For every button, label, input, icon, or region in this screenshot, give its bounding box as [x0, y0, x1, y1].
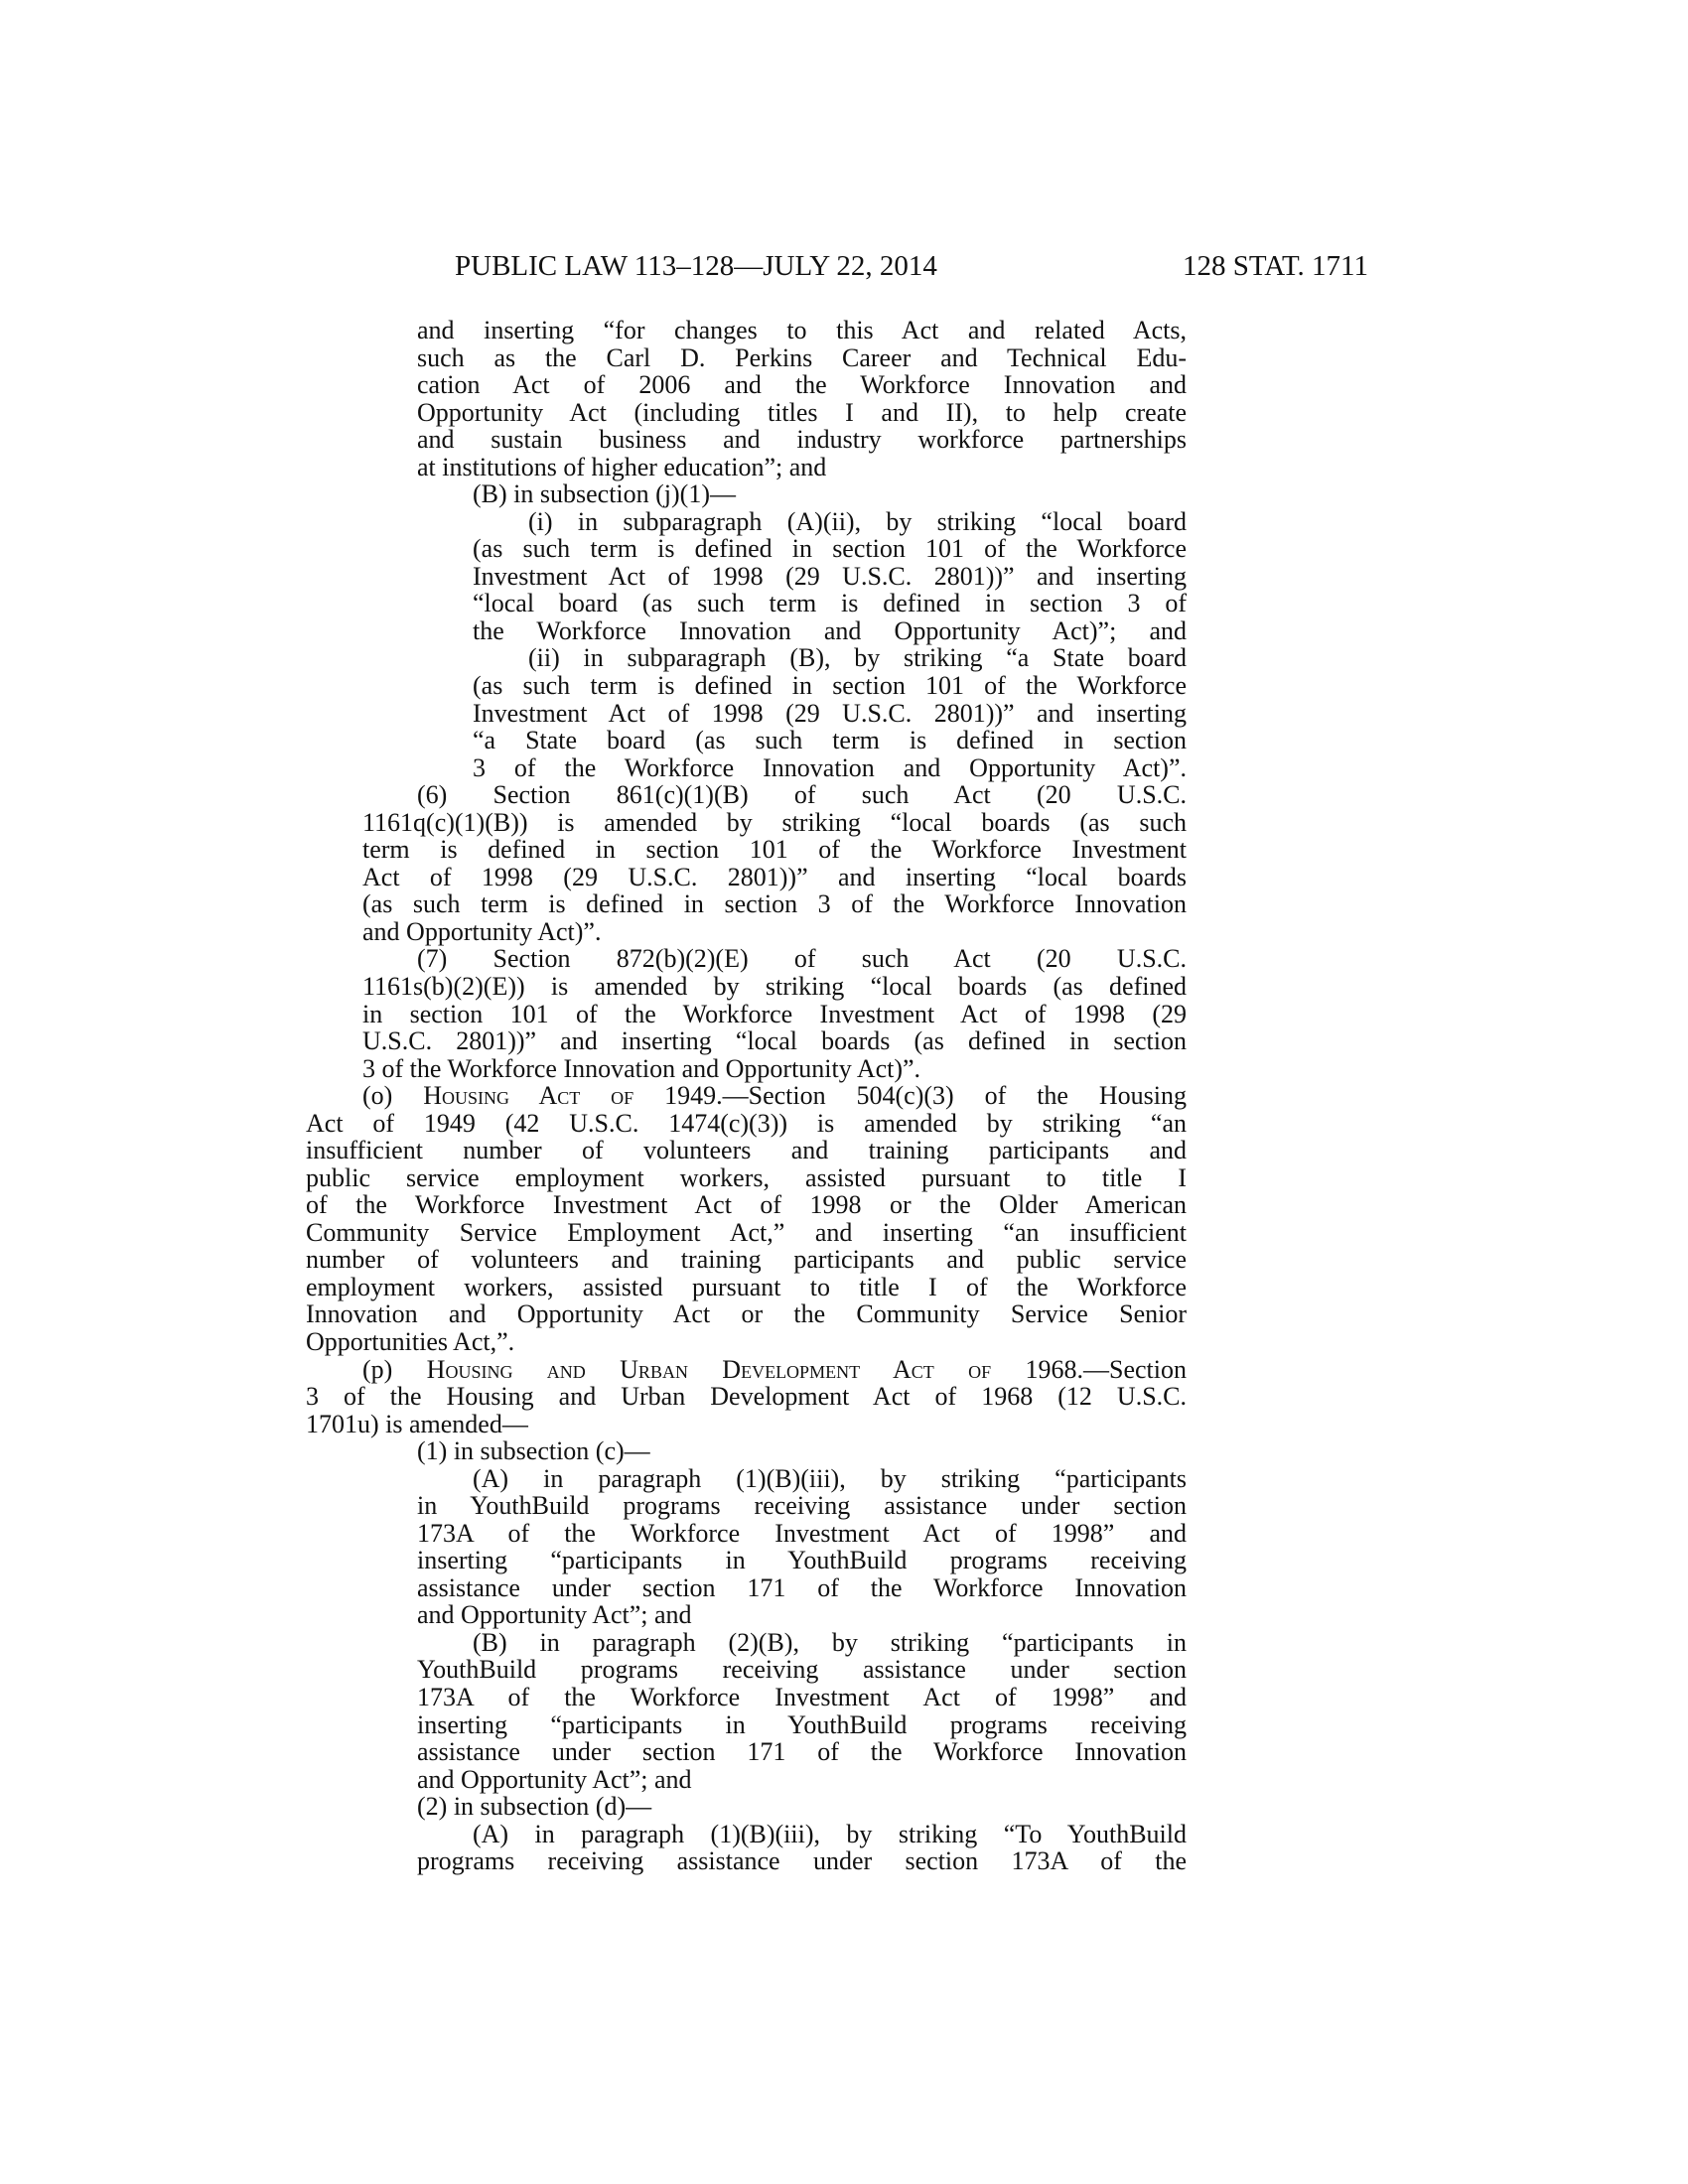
small-caps-heading: Housing Act of 1949.	[423, 1081, 723, 1111]
text-run: (A) in paragraph (1)(B)(iii), by striking “participants	[473, 1463, 1187, 1493]
text-run: (as such term is defined in section 101 of the Workforce	[473, 534, 1187, 564]
text-run: 173A of the Workforce Investment Act of 1998” and	[417, 1683, 1187, 1711]
text-run: (o)	[362, 1081, 424, 1111]
text-line	[417, 454, 1187, 481]
text-line	[417, 781, 1187, 809]
text-run: insufficient number of volunteers and training participants and	[306, 1136, 1187, 1165]
text-line	[473, 1629, 1187, 1657]
text-line	[306, 1300, 1187, 1328]
text-line	[362, 809, 1187, 837]
text-line	[306, 1219, 1187, 1247]
text-line	[362, 1027, 1187, 1055]
small-caps-heading: Housing and Urban Development Act of 1968.	[426, 1354, 1083, 1384]
text-run: assistance under section 171 of the Workforce Innovation	[417, 1737, 1187, 1767]
text-run: programs receiving assistance under section 173A of the	[417, 1846, 1187, 1876]
text-line	[362, 1356, 1187, 1384]
text-run: 1161s(b)(2)(E)) is amended by striking “local boards (as defined	[362, 971, 1187, 1001]
text-run: in YouthBuild programs receiving assistance under section	[417, 1491, 1187, 1521]
text-line	[473, 535, 1187, 563]
text-run: (p)	[362, 1354, 427, 1384]
text-run: cation Act of 2006 and the Workforce Innovation and	[417, 370, 1187, 400]
text-run: 3 of the Housing and Urban Development Act of 1968 (12 U.S.C.	[306, 1382, 1187, 1412]
text-line	[417, 426, 1187, 454]
text-run: and inserting “for changes to this Act and related Acts,	[417, 316, 1187, 344]
text-line	[362, 1001, 1187, 1028]
text-run: such as the Carl D. Perkins Career and Technical Edu-	[417, 342, 1187, 372]
text-line	[473, 617, 1187, 645]
text-run: Investment Act of 1998 (29 U.S.C. 2801))” and inserting	[473, 561, 1187, 591]
text-line	[473, 727, 1187, 754]
statute-page-number: 128 STAT. 1711	[1183, 250, 1368, 282]
text-run: Community Service Employment Act,” and inserting “an insufficient	[306, 1217, 1187, 1247]
text-run: (as such term is defined in section 3 of the Workforce Innovation	[362, 889, 1187, 919]
text-line	[473, 590, 1187, 617]
text-run: of the Workforce Investment Act of 1998 or the Older American	[306, 1190, 1187, 1220]
text-run: (7) Section 872(b)(2)(E) of such Act (20 U.S.C.	[417, 944, 1187, 974]
text-line	[306, 1164, 1187, 1192]
text-run: (2) in subsection (d)—	[417, 1792, 652, 1822]
text-line	[362, 890, 1187, 918]
text-run: and Opportunity Act”; and	[417, 1764, 692, 1794]
text-run: 173A of the Workforce Investment Act of 1998” and	[417, 1518, 1187, 1548]
text-line	[417, 1847, 1187, 1875]
text-line	[306, 1137, 1187, 1164]
text-run: 1701u) is amended—	[306, 1409, 528, 1438]
text-run: 3 of the Workforce Innovation and Opportunity Act)”.	[473, 752, 1187, 782]
text-line	[417, 1601, 1187, 1629]
text-line	[473, 754, 1187, 782]
text-run: inserting “participants in YouthBuild programs receiving	[417, 1546, 1187, 1575]
text-line	[417, 399, 1187, 427]
text-run: “a State board (as such term is defined in section	[473, 726, 1187, 755]
text-run: and sustain business and industry workforce partnerships	[417, 425, 1187, 455]
text-run: assistance under section 171 of the Workforce Innovation	[417, 1572, 1187, 1602]
text-run: U.S.C. 2801))” and inserting “local boards (as defined in section	[362, 1026, 1187, 1056]
text-run: (as such term is defined in section 101 of the Workforce	[473, 671, 1187, 701]
text-line	[306, 1411, 1187, 1438]
text-run: 3 of the Workforce Innovation and Opportunity Act)”.	[362, 1053, 921, 1083]
text-line	[473, 563, 1187, 591]
text-line	[417, 1684, 1187, 1711]
text-line	[362, 1082, 1187, 1110]
text-line	[362, 836, 1187, 864]
text-line	[473, 1821, 1187, 1848]
text-run: (B) in paragraph (2)(B), by striking “participants in	[473, 1627, 1187, 1657]
text-run: —Section 504(c)(3) of the Housing	[722, 1081, 1187, 1111]
text-line	[306, 1383, 1187, 1411]
text-line	[417, 1738, 1187, 1766]
text-run: the Workforce Innovation and Opportunity Act)”; and	[473, 615, 1187, 645]
text-line	[417, 1793, 1187, 1821]
text-line	[473, 480, 1187, 508]
text-line	[473, 672, 1187, 700]
text-run: (1) in subsection (c)—	[417, 1436, 650, 1466]
text-run: (A) in paragraph (1)(B)(iii), by striking “To YouthBuild	[473, 1819, 1187, 1848]
text-line	[417, 1492, 1187, 1520]
text-run: Opportunity Act (including titles I and II), to help create	[417, 397, 1187, 427]
text-run: in section 101 of the Workforce Investment Act of 1998 (29	[362, 999, 1187, 1028]
text-line	[417, 317, 1187, 344]
text-run: Act of 1949 (42 U.S.C. 1474(c)(3)) is amended by striking “an	[306, 1108, 1187, 1138]
text-line	[417, 1520, 1187, 1548]
text-line	[417, 1656, 1187, 1684]
text-run: (ii) in subparagraph (B), by striking “a State board	[528, 643, 1187, 673]
text-run: at institutions of higher education”; and	[417, 452, 827, 481]
text-line	[306, 1191, 1187, 1219]
text-line	[473, 1465, 1187, 1493]
text-run: term is defined in section 101 of the Workforce Investment	[362, 835, 1187, 865]
text-run: YouthBuild programs receiving assistance under section	[417, 1655, 1187, 1685]
text-run: (6) Section 861(c)(1)(B) of such Act (20 U.S.C.	[417, 780, 1187, 810]
text-run: Innovation and Opportunity Act or the Community Service Senior	[306, 1299, 1187, 1329]
text-run: (B) in subsection (j)(1)—	[473, 479, 737, 509]
text-line	[362, 918, 1187, 946]
text-run: and Opportunity Act”; and	[417, 1600, 692, 1630]
text-run: Opportunities Act,”.	[306, 1326, 515, 1356]
text-line	[362, 973, 1187, 1001]
text-line	[417, 1574, 1187, 1602]
text-run: 1161q(c)(1)(B)) is amended by striking “local boards (as such	[362, 807, 1187, 837]
text-line	[417, 1547, 1187, 1574]
text-line	[417, 344, 1187, 372]
text-run: number of volunteers and training participants and public service	[306, 1245, 1187, 1275]
text-line	[417, 1766, 1187, 1794]
text-line	[528, 508, 1187, 536]
text-line	[306, 1274, 1187, 1301]
text-run: inserting “participants in YouthBuild programs receiving	[417, 1709, 1187, 1739]
text-line	[306, 1110, 1187, 1138]
text-run: Investment Act of 1998 (29 U.S.C. 2801))” and inserting	[473, 698, 1187, 728]
text-line	[306, 1328, 1187, 1356]
text-line	[306, 1246, 1187, 1274]
text-line	[417, 371, 1187, 399]
text-run: “local board (as such term is defined in section 3 of	[473, 589, 1187, 618]
text-run: (i) in subparagraph (A)(ii), by striking “local board	[528, 506, 1187, 536]
text-run: Act of 1998 (29 U.S.C. 2801))” and inserting “local boards	[362, 862, 1187, 891]
text-line	[417, 1437, 1187, 1465]
running-header-title: PUBLIC LAW 113–128—JULY 22, 2014	[455, 250, 937, 282]
text-line	[417, 945, 1187, 973]
text-line	[362, 864, 1187, 891]
text-run: and Opportunity Act)”.	[362, 916, 602, 946]
text-run: employment workers, assisted pursuant to title I of the Workforce	[306, 1272, 1187, 1301]
text-line	[362, 1055, 1187, 1083]
text-line	[417, 1711, 1187, 1739]
text-line	[473, 700, 1187, 728]
text-line	[528, 644, 1187, 672]
text-run: —Section	[1082, 1354, 1187, 1384]
text-run: public service employment workers, assisted pursuant to title I	[306, 1162, 1187, 1192]
